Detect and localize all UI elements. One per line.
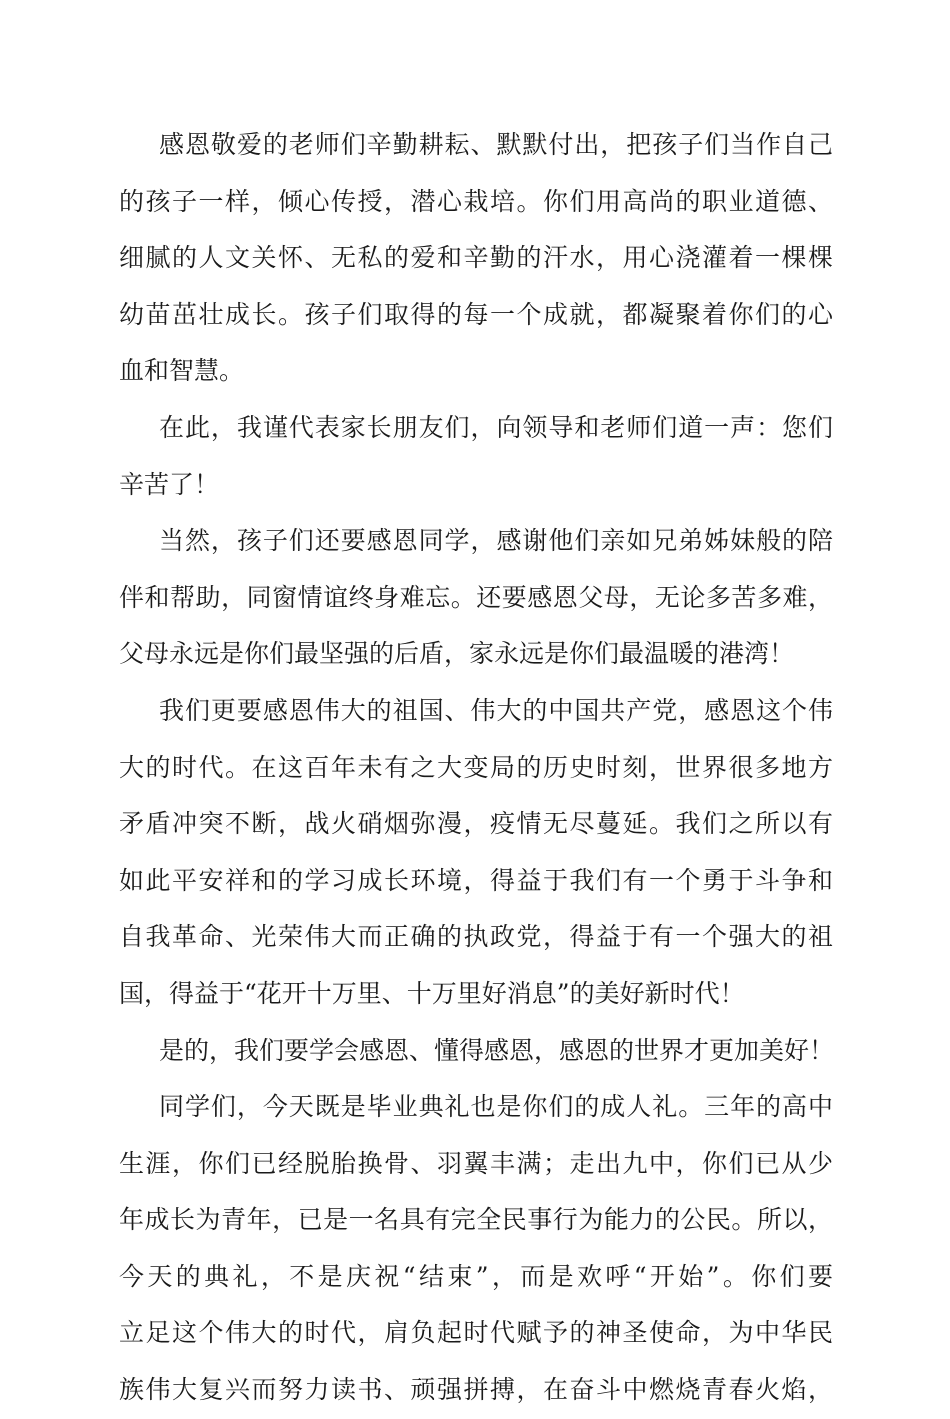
text-line: 在此，我谨代表家长朋友们，向领导和老师们道一声：您们 <box>159 412 833 442</box>
text-line: 是的，我们要学会感恩、懂得感恩，感恩的世界才更加美好！ <box>159 1035 835 1065</box>
paragraph <box>119 117 833 400</box>
paragraph <box>119 400 833 513</box>
paragraph <box>119 1023 833 1080</box>
text-line: 如此平安祥和的学习成长环境，得益于我们有一个勇于斗争和 <box>119 865 833 895</box>
text-line: 血和智慧。 <box>119 356 245 386</box>
text-line: 的孩子一样，倾心传授，潜心栽培。你们用高尚的职业道德、 <box>119 186 833 216</box>
text-line: 同学们，今天既是毕业典礼也是你们的成人礼。三年的高中 <box>159 1092 833 1122</box>
text-line: 当然，孩子们还要感恩同学，感谢他们亲如兄弟姊妹般的陪 <box>159 526 833 556</box>
text-line: 辛苦了！ <box>119 469 220 499</box>
text-line: 生涯，你们已经脱胎换骨、羽翼丰满；走出九中，你们已从少 <box>119 1148 833 1178</box>
text-line: 矛盾冲突不断，战火硝烟弥漫，疫情无尽蔓延。我们之所以有 <box>119 809 833 839</box>
text-line: 感恩敬爱的老师们辛勤耕耘、默默付出，把孩子们当作自己 <box>159 130 833 159</box>
text-line: 自我革命、光荣伟大而正确的执政党，得益于有一个强大的祖 <box>119 922 833 952</box>
text-line: 幼苗茁壮成长。孩子们取得的每一个成就，都凝聚着你们的心 <box>119 299 833 329</box>
paragraph <box>119 1079 833 1419</box>
text-line: 立足这个伟大的时代，肩负起时代赋予的神圣使命，为中华民 <box>119 1318 833 1348</box>
text-line: 细腻的人文关怀、无私的爱和辛勤的汗水，用心浇灌着一棵棵 <box>119 243 833 273</box>
text-line: 伴和帮助，同窗情谊终身难忘。还要感恩父母，无论多苦多难， <box>119 582 833 612</box>
paragraph <box>119 683 833 1023</box>
text-line: 我们更要感恩伟大的祖国、伟大的中国共产党，感恩这个伟 <box>159 695 833 725</box>
text-line: 国，得益于“花开十万里、十万里好消息”的美好新时代！ <box>119 978 745 1008</box>
paragraph <box>119 513 833 683</box>
text-line: 大的时代。在这百年未有之大变局的历史时刻，世界很多地方 <box>119 752 833 782</box>
text-line: 今天的典礼，不是庆祝“结束”，而是欢呼“开始”。你们要 <box>119 1261 833 1291</box>
text-line: 族伟大复兴而努力读书、顽强拼搏，在奋斗中燃烧青春火焰， <box>119 1375 833 1405</box>
text-line: 年成长为青年，已是一名具有完全民事行为能力的公民。所以， <box>119 1205 833 1235</box>
text-line: 父母永远是你们最坚强的后盾，家永远是你们最温暖的港湾！ <box>119 639 795 669</box>
document-page <box>119 117 833 1419</box>
